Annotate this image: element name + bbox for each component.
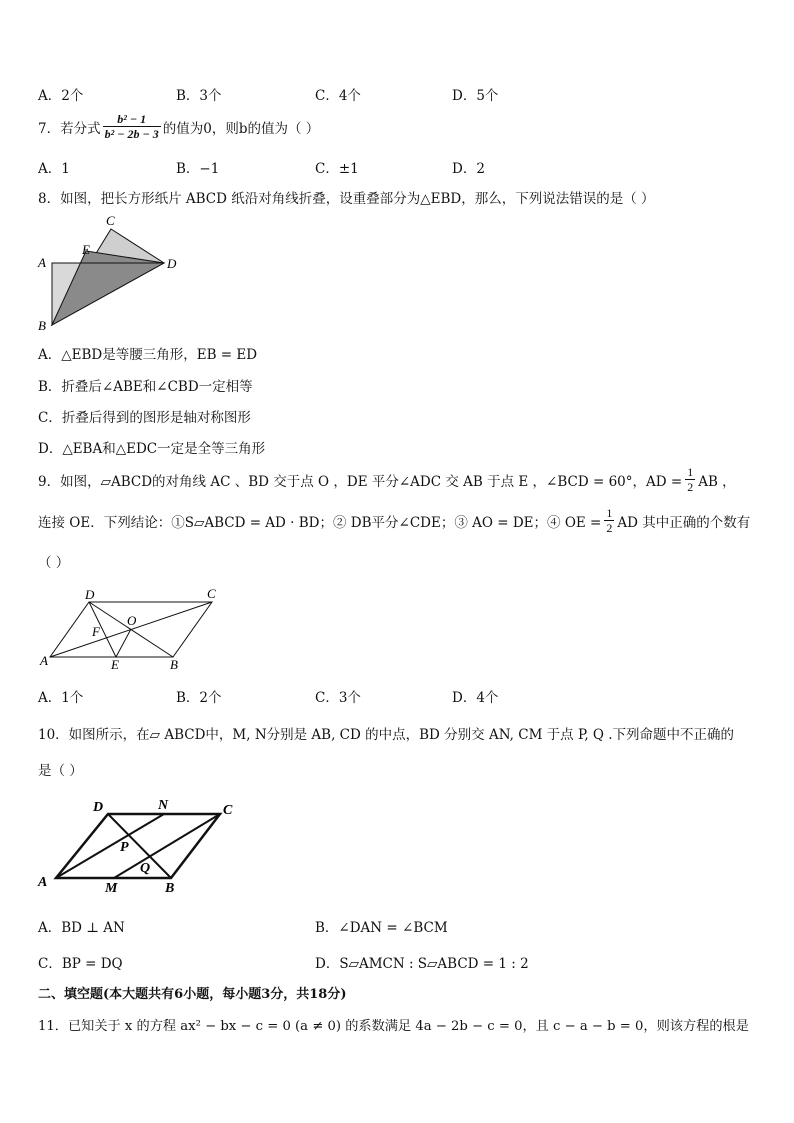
q10-figure bbox=[34, 796, 244, 896]
q9-label-b: B bbox=[170, 657, 178, 672]
q6-option-a: A．2个 bbox=[38, 88, 84, 104]
q10-label-n: N bbox=[158, 798, 169, 813]
q8-option-a: A．△EBD是等腰三角形，EB = ED bbox=[38, 347, 258, 363]
q8-figure bbox=[30, 210, 190, 335]
q10-line1: 10．如图所示，在▱ ABCD中，M, N分别是 AB, CD 的中点，BD 分别交 AN, CM 于点 P, Q .下列命题中不正确的 bbox=[38, 727, 735, 743]
q10-label-m: M bbox=[105, 881, 118, 896]
q9-line2-frac-den: 2 bbox=[606, 521, 613, 535]
q10-parallelogram bbox=[56, 814, 220, 878]
q7-fraction bbox=[103, 112, 161, 141]
q6-option-d: D．5个 bbox=[452, 88, 499, 104]
q9-line-oe bbox=[116, 629, 131, 657]
q10-line-mc bbox=[114, 814, 220, 878]
q9-line2-text: 连接 OE．下列结论：①S▱ABCD = AD · BD；② DB平分∠CDE；③ AO = DE；④ OE = bbox=[38, 514, 602, 531]
q8-stem: 8．如图，把长方形纸片 ABCD 纸沿对角线折叠，设重叠部分为△EBD，那么，下列说法错误的是（ ） bbox=[38, 191, 655, 207]
q9-label-o: O bbox=[127, 613, 137, 628]
q9-line2-frac-num: 1 bbox=[606, 506, 613, 520]
q8-option-b: B．折叠后∠ABE和∠CBD一定相等 bbox=[38, 379, 253, 395]
q7-option-a: A．1 bbox=[38, 161, 70, 177]
q10-option-a: A．BD ⊥ AN bbox=[38, 920, 125, 936]
q7-denominator: b² − 2b − 3 bbox=[104, 127, 159, 141]
q10-label-b: B bbox=[165, 881, 175, 896]
q10-label-d: D bbox=[93, 800, 104, 815]
q8-triangle-ebd bbox=[52, 251, 164, 325]
q9-answer-bracket: （ ） bbox=[38, 555, 70, 571]
q10-option-c: C．BP = DQ bbox=[38, 956, 123, 972]
q10-label-q: Q bbox=[140, 861, 151, 876]
q6-option-b: B．3个 bbox=[176, 88, 222, 104]
q7-option-b: B．−1 bbox=[176, 161, 220, 177]
q9-line2-tail: AD 其中正确的个数有 bbox=[617, 514, 751, 531]
q10-line2: 是（ ） bbox=[38, 763, 83, 779]
q9-line1-fraction bbox=[685, 465, 695, 494]
q9-figure bbox=[34, 585, 224, 673]
q9-label-c: C bbox=[207, 586, 216, 601]
q9-option-d: D．4个 bbox=[452, 690, 499, 706]
q8-label-e: E bbox=[82, 242, 90, 257]
q9-label-f: F bbox=[92, 624, 100, 639]
q9-line2 bbox=[38, 506, 750, 535]
q9-line1 bbox=[38, 465, 736, 494]
q6-option-c: C．4个 bbox=[315, 88, 361, 104]
q9-option-a: A．1个 bbox=[38, 690, 84, 706]
q9-label-a: A bbox=[40, 653, 48, 668]
q9-line2-fraction bbox=[604, 506, 614, 535]
q9-label-d: D bbox=[85, 587, 95, 602]
q8-label-d: D bbox=[167, 256, 177, 271]
q10-option-d: D．S▱AMCN : S▱ABCD = 1 : 2 bbox=[315, 956, 529, 972]
q10-label-c: C bbox=[223, 803, 233, 818]
q10-label-p: P bbox=[120, 840, 129, 855]
q9-line1-frac-num: 1 bbox=[687, 465, 694, 479]
q10-option-b: B．∠DAN = ∠BCM bbox=[315, 920, 448, 936]
q9-label-e: E bbox=[111, 657, 119, 672]
q7-suffix: 的值为0，则b的值为（ ） bbox=[162, 120, 320, 137]
q7-stem bbox=[38, 112, 319, 141]
q9-option-b: B．2个 bbox=[176, 690, 222, 706]
section2-title: 二、填空题(本大题共有6小题，每小题3分，共18分) bbox=[38, 987, 347, 1002]
q7-prefix: 7．若分式 bbox=[38, 120, 101, 137]
q9-line1-tail: AB ， bbox=[698, 473, 736, 490]
q10-label-a: A bbox=[38, 875, 48, 890]
q8-label-a: A bbox=[38, 255, 46, 270]
q9-line1-frac-den: 2 bbox=[687, 480, 694, 494]
q9-line1-text: 9．如图，▱ABCD的对角线 AC 、BD 交于点 O ，DE 平分∠ADC 交 AB 于点 E ，∠BCD = 60°，AD = bbox=[38, 473, 683, 490]
q7-numerator: b² − 1 bbox=[103, 112, 161, 127]
q8-label-c: C bbox=[106, 213, 115, 228]
q7-option-c: C．±1 bbox=[315, 161, 359, 177]
q8-option-c: C．折叠后得到的图形是轴对称图形 bbox=[38, 410, 251, 426]
q9-option-c: C．3个 bbox=[315, 690, 361, 706]
q11-stem: 11．已知关于 x 的方程 ax² − bx − c = 0 (a ≠ 0) 的系数满足 4a − 2b − c = 0，且 c − a − b = 0，则该方程的根是 bbox=[38, 1019, 749, 1034]
q7-option-d: D．2 bbox=[452, 161, 485, 177]
q8-option-d: D．△EBA和△EDC一定是全等三角形 bbox=[38, 441, 266, 457]
q8-label-b: B bbox=[38, 318, 46, 333]
